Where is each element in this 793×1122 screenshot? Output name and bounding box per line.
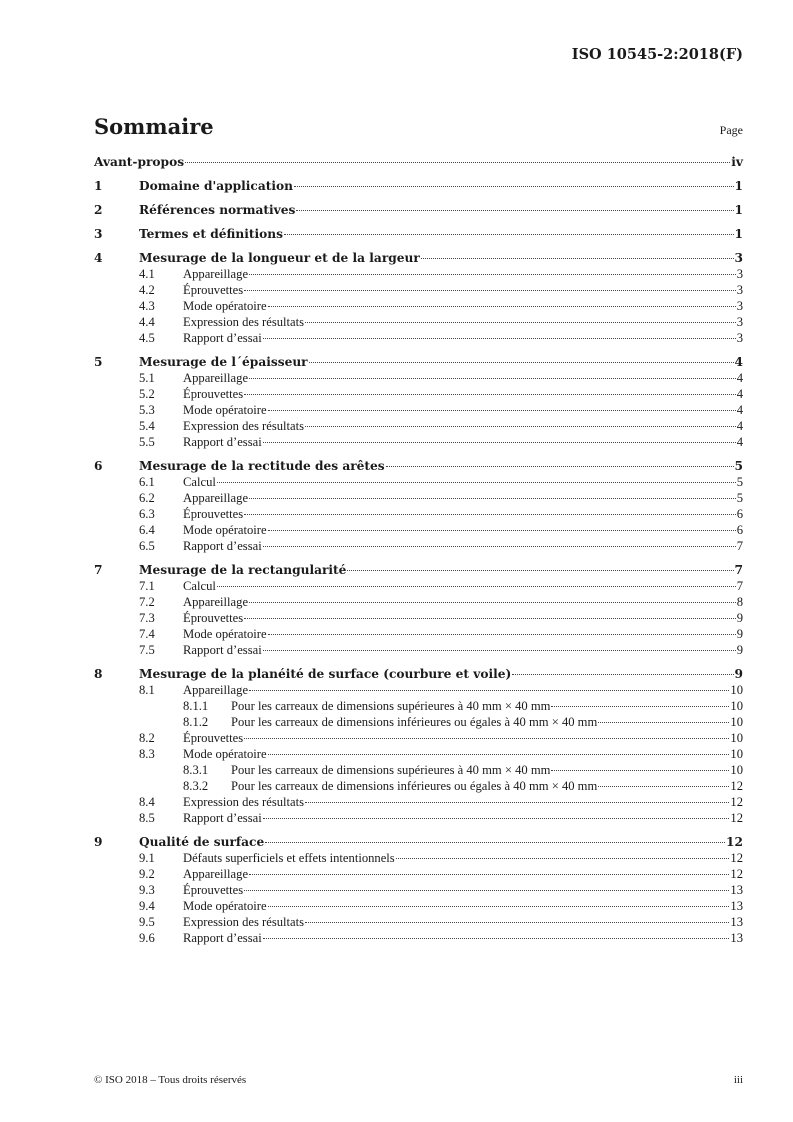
toc-entry-number: 1 <box>94 179 103 193</box>
dot-leader <box>268 634 736 635</box>
toc-entry[interactable] <box>94 314 743 330</box>
toc-entry[interactable] <box>94 402 743 418</box>
toc-entry-label: Éprouvettes <box>183 883 244 897</box>
toc-entry-label: Mode opératoire <box>183 523 267 537</box>
dot-leader <box>305 322 736 323</box>
toc-entry-number: 6.4 <box>139 523 155 537</box>
toc-entry-page: 12 <box>730 811 743 825</box>
dot-leader <box>268 906 730 907</box>
toc-entry[interactable] <box>94 594 743 610</box>
toc-entry-number: 4.4 <box>139 315 155 329</box>
toc-entry-number: 4.3 <box>139 299 155 313</box>
toc-entry-label: Rapport d’essai <box>183 643 262 657</box>
toc-entry-page: 12 <box>730 867 743 881</box>
toc-entry[interactable] <box>94 434 743 450</box>
toc-entry-label: Mode opératoire <box>183 627 267 641</box>
toc-entry-number: 4.5 <box>139 331 155 345</box>
toc-entry-number: 6.3 <box>139 507 155 521</box>
toc-entry-label: Calcul <box>183 579 216 593</box>
toc-entry-page: 4 <box>736 387 743 401</box>
dot-leader <box>268 530 736 531</box>
toc-entry-page: 8 <box>736 595 743 609</box>
dot-leader <box>296 210 733 211</box>
toc-entry-number: 8.1 <box>139 683 155 697</box>
toc-entry-page: 12 <box>730 779 743 793</box>
toc-entry-page: 3 <box>734 251 743 265</box>
toc-entry-number: 7.1 <box>139 579 155 593</box>
toc-entry-label: Appareillage <box>183 867 249 881</box>
toc-entry-page: 6 <box>736 507 743 521</box>
toc-entry-label: Éprouvettes <box>183 731 244 745</box>
toc-entry-number: 9.2 <box>139 867 155 881</box>
page-column-label: Page <box>719 123 743 137</box>
toc-entry-number: 4.1 <box>139 267 155 281</box>
toc-entry-page: 4 <box>736 435 743 449</box>
toc-entry-number: 9.6 <box>139 931 155 945</box>
dot-leader <box>249 274 736 275</box>
toc-entry-label: Appareillage <box>183 683 249 697</box>
toc-entry-label: Mesurage de la rectangularité <box>139 563 347 577</box>
copyright-notice: © ISO 2018 – Tous droits réservés <box>94 1074 247 1086</box>
toc-entry[interactable] <box>94 354 743 370</box>
dot-leader <box>244 290 736 291</box>
dot-leader <box>263 818 730 819</box>
toc-entry-label: Mode opératoire <box>183 747 267 761</box>
toc-entry-number: 7.4 <box>139 627 155 641</box>
toc-entry-page: 7 <box>736 579 743 593</box>
dot-leader <box>185 162 730 163</box>
toc-entry[interactable] <box>94 730 743 746</box>
toc-entry[interactable] <box>94 810 743 826</box>
toc-entry-page: 7 <box>736 539 743 553</box>
toc-entry-page: 4 <box>736 371 743 385</box>
toc-entry-number: 9.4 <box>139 899 155 913</box>
toc-entry-number: 8.4 <box>139 795 155 809</box>
toc-entry-number: 9.5 <box>139 915 155 929</box>
page-title: Sommaire <box>94 114 214 139</box>
toc-entry-label: Mesurage de la longueur et de la largeur <box>139 251 420 265</box>
toc-entry-number: 7.3 <box>139 611 155 625</box>
dot-leader <box>512 674 733 675</box>
dot-leader <box>268 410 736 411</box>
toc-entry-page: 4 <box>734 355 743 369</box>
dot-leader <box>268 754 730 755</box>
toc-entry-page: iv <box>731 155 743 169</box>
toc-entry[interactable] <box>94 778 743 794</box>
toc-entry-page: 13 <box>730 915 743 929</box>
toc-entry-number: 3 <box>94 227 103 241</box>
toc-entry-number: 8.3.2 <box>183 779 209 793</box>
toc-entry[interactable] <box>94 154 743 170</box>
dot-leader <box>598 786 729 787</box>
toc-entry-number: 5 <box>94 355 103 369</box>
toc-entry-label: Pour les carreaux de dimensions inférieures ou égales à 40 mm × 40 mm <box>231 779 598 793</box>
toc-entry-page: 3 <box>736 283 743 297</box>
toc-entry-page: 12 <box>730 795 743 809</box>
toc-entry[interactable] <box>94 610 743 626</box>
toc-entry[interactable] <box>94 930 743 946</box>
toc-entry[interactable] <box>94 714 743 730</box>
toc-entry[interactable] <box>94 850 743 866</box>
toc-entry[interactable] <box>94 202 743 218</box>
dot-leader <box>284 234 734 235</box>
dot-leader <box>244 618 736 619</box>
dot-leader <box>598 722 729 723</box>
toc-entry[interactable] <box>94 266 743 282</box>
toc-entry-page: 3 <box>736 331 743 345</box>
toc-entry[interactable] <box>94 898 743 914</box>
toc-entry-page: 9 <box>736 627 743 641</box>
dot-leader <box>249 378 736 379</box>
toc-entry-page: 10 <box>730 715 743 729</box>
toc-entry-page: 13 <box>730 899 743 913</box>
toc-entry[interactable] <box>94 882 743 898</box>
toc-entry[interactable] <box>94 682 743 698</box>
toc-entry-label: Termes et définitions <box>139 227 283 241</box>
toc-entry-label: Éprouvettes <box>183 611 244 625</box>
toc-entry-label: Pour les carreaux de dimensions supérieures à 40 mm × 40 mm <box>231 699 551 713</box>
toc-entry-label: Expression des résultats <box>183 315 305 329</box>
page-footer <box>94 1074 743 1086</box>
document-id: ISO 10545-2:2018(F) <box>571 46 743 63</box>
toc-entry[interactable] <box>94 666 743 682</box>
toc-entry-label: Appareillage <box>183 491 249 505</box>
dot-leader <box>305 922 729 923</box>
toc-entry[interactable] <box>94 226 743 242</box>
toc-entry[interactable] <box>94 834 743 850</box>
toc-entry-number: 8 <box>94 667 103 681</box>
dot-leader <box>294 186 734 187</box>
dot-leader <box>386 466 734 467</box>
dot-leader <box>263 938 730 939</box>
dot-leader <box>347 570 733 571</box>
toc-entry-number: 5.2 <box>139 387 155 401</box>
toc-entry-page: 13 <box>730 883 743 897</box>
toc-entry-label: Qualité de surface <box>139 835 265 849</box>
dot-leader <box>396 858 730 859</box>
toc-entry-number: 6 <box>94 459 103 473</box>
toc-entry-page: 12 <box>730 851 743 865</box>
toc-entry-label: Appareillage <box>183 371 249 385</box>
toc-entry-number: 8.3 <box>139 747 155 761</box>
toc-entry-label: Mesurage de la planéité de surface (courbure et voile) <box>139 667 512 681</box>
toc-entry-page: 1 <box>734 227 743 241</box>
toc-entry-number: 8.1.1 <box>183 699 209 713</box>
toc-entry[interactable] <box>94 418 743 434</box>
toc-entry-number: 9.1 <box>139 851 155 865</box>
toc-entry-number: 7.5 <box>139 643 155 657</box>
toc-entry[interactable] <box>94 458 743 474</box>
toc-entry-page: 3 <box>736 299 743 313</box>
toc-entry-number: 6.5 <box>139 539 155 553</box>
toc-entry-label: Expression des résultats <box>183 795 305 809</box>
toc-entry[interactable] <box>94 794 743 810</box>
toc-entry[interactable] <box>94 746 743 762</box>
toc-entry-label: Mode opératoire <box>183 299 267 313</box>
toc-entry[interactable] <box>94 522 743 538</box>
toc-entry-label: Éprouvettes <box>183 507 244 521</box>
toc-entry-label: Pour les carreaux de dimensions inférieures ou égales à 40 mm × 40 mm <box>231 715 598 729</box>
dot-leader <box>249 498 736 499</box>
toc-entry-number: 5.4 <box>139 419 155 433</box>
dot-leader <box>263 650 736 651</box>
toc-entry-label: Expression des résultats <box>183 915 305 929</box>
dot-leader <box>244 890 729 891</box>
dot-leader <box>551 706 729 707</box>
toc-entry-page: 3 <box>736 267 743 281</box>
toc-entry-label: Rapport d’essai <box>183 331 262 345</box>
toc-entry-label: Mode opératoire <box>183 403 267 417</box>
toc-entry-number: 4 <box>94 251 103 265</box>
toc-entry-number: 2 <box>94 203 103 217</box>
toc-entry[interactable] <box>94 762 743 778</box>
toc-entry-label: Avant-propos <box>94 155 185 169</box>
toc-entry-page: 1 <box>734 203 743 217</box>
toc-entry[interactable] <box>94 386 743 402</box>
toc-entry-page: 10 <box>730 683 743 697</box>
toc-entry-label: Mode opératoire <box>183 899 267 913</box>
toc-entry-number: 5.3 <box>139 403 155 417</box>
dot-leader <box>217 482 736 483</box>
toc-entry-label: Références normatives <box>139 203 296 217</box>
toc-entry-page: 10 <box>730 731 743 745</box>
toc-entry[interactable] <box>94 250 743 266</box>
toc-entry-page: 10 <box>730 747 743 761</box>
toc-entry-number: 9.3 <box>139 883 155 897</box>
toc-entry[interactable] <box>94 914 743 930</box>
toc-entry[interactable] <box>94 626 743 642</box>
toc-entry-number: 5.5 <box>139 435 155 449</box>
toc-entry-page: 6 <box>736 523 743 537</box>
toc-entry-page: 9 <box>734 667 743 681</box>
toc-entry[interactable] <box>94 370 743 386</box>
toc-entry-label: Appareillage <box>183 595 249 609</box>
dot-leader <box>244 738 729 739</box>
toc-entry[interactable] <box>94 866 743 882</box>
toc-entry-page: 13 <box>730 931 743 945</box>
dot-leader <box>263 338 736 339</box>
dot-leader <box>305 802 729 803</box>
dot-leader <box>217 586 736 587</box>
toc-entry-label: Domaine d'application <box>139 179 293 193</box>
toc-entry-page: 3 <box>736 315 743 329</box>
dot-leader <box>309 362 734 363</box>
toc-entry-number: 8.2 <box>139 731 155 745</box>
dot-leader <box>244 514 736 515</box>
toc-entry[interactable] <box>94 282 743 298</box>
toc-heading-row <box>94 114 743 139</box>
toc-entry-page: 4 <box>736 419 743 433</box>
toc-entry-page: 9 <box>736 611 743 625</box>
toc-entry-number: 8.1.2 <box>183 715 209 729</box>
toc-entry[interactable] <box>94 642 743 658</box>
dot-leader <box>249 602 736 603</box>
dot-leader <box>551 770 729 771</box>
toc-entry-label: Rapport d’essai <box>183 811 262 825</box>
toc-entry-number: 6.2 <box>139 491 155 505</box>
dot-leader <box>249 874 729 875</box>
dot-leader <box>244 394 736 395</box>
toc-entry-label: Mesurage de l´épaisseur <box>139 355 308 369</box>
toc-entry-number: 4.2 <box>139 283 155 297</box>
toc-entry-label: Appareillage <box>183 267 249 281</box>
toc-entry-label: Éprouvettes <box>183 283 244 297</box>
dot-leader <box>305 426 736 427</box>
toc-entry-label: Défauts superficiels et effets intentionnels <box>183 851 395 865</box>
page-number: iii <box>733 1074 743 1086</box>
toc-entry[interactable] <box>94 298 743 314</box>
toc-entry-label: Rapport d’essai <box>183 435 262 449</box>
toc-entry-number: 9 <box>94 835 103 849</box>
toc-entry[interactable] <box>94 578 743 594</box>
toc-entry-number: 8.5 <box>139 811 155 825</box>
toc-entry-page: 5 <box>736 491 743 505</box>
toc-entry[interactable] <box>94 506 743 522</box>
dot-leader <box>268 306 736 307</box>
toc-entry-page: 4 <box>736 403 743 417</box>
toc-entry[interactable] <box>94 330 743 346</box>
toc-entry-page: 10 <box>730 763 743 777</box>
dot-leader <box>263 442 736 443</box>
toc-entry-number: 7 <box>94 563 103 577</box>
toc-entry-label: Calcul <box>183 475 216 489</box>
toc-entry-page: 5 <box>734 459 743 473</box>
toc-entry-number: 8.3.1 <box>183 763 209 777</box>
toc-entry-label: Mesurage de la rectitude des arêtes <box>139 459 385 473</box>
toc-entry-number: 6.1 <box>139 475 155 489</box>
toc-entry-number: 5.1 <box>139 371 155 385</box>
toc-entry-page: 1 <box>734 179 743 193</box>
toc-entry[interactable] <box>94 490 743 506</box>
table-of-contents <box>94 154 743 946</box>
toc-entry-page: 5 <box>736 475 743 489</box>
toc-entry-page: 10 <box>730 699 743 713</box>
toc-entry[interactable] <box>94 562 743 578</box>
dot-leader <box>249 690 729 691</box>
toc-entry-label: Pour les carreaux de dimensions supérieures à 40 mm × 40 mm <box>231 763 551 777</box>
dot-leader <box>263 546 736 547</box>
toc-entry-page: 9 <box>736 643 743 657</box>
toc-entry-number: 7.2 <box>139 595 155 609</box>
dot-leader <box>421 258 734 259</box>
toc-entry[interactable] <box>94 698 743 714</box>
dot-leader <box>265 842 725 843</box>
toc-entry-label: Éprouvettes <box>183 387 244 401</box>
toc-entry[interactable] <box>94 178 743 194</box>
toc-entry-label: Rapport d’essai <box>183 931 262 945</box>
toc-entry[interactable] <box>94 538 743 554</box>
toc-entry[interactable] <box>94 474 743 490</box>
toc-entry-label: Rapport d’essai <box>183 539 262 553</box>
toc-entry-label: Expression des résultats <box>183 419 305 433</box>
toc-entry-page: 12 <box>726 835 743 849</box>
toc-entry-page: 7 <box>734 563 743 577</box>
